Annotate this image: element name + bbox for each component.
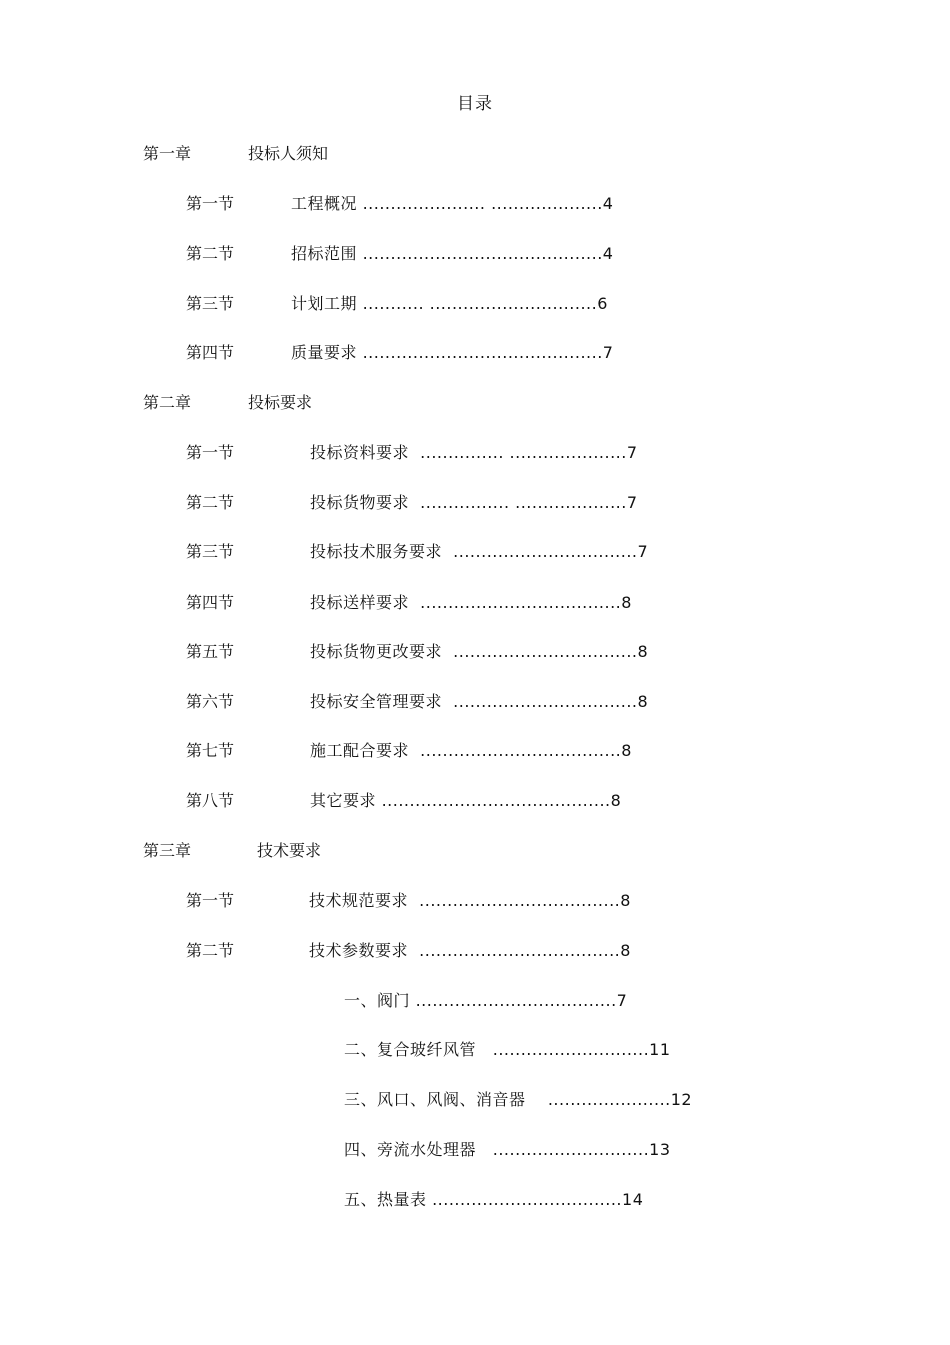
- item-entry: 四、旁流水处理器 ............................13: [344, 1140, 671, 1159]
- chapter-label: 第二章: [143, 393, 192, 412]
- toc-section-line[interactable]: [0, 492, 950, 514]
- item-entry: 一、阀门 ....................................7: [344, 991, 628, 1010]
- section-label: 第五节: [186, 642, 235, 661]
- toc-section-line[interactable]: [0, 890, 950, 912]
- toc-title: 目录: [457, 94, 493, 114]
- section-entry: 计划工期 ........... ..............................6: [291, 294, 608, 313]
- chapter-heading: [0, 840, 950, 862]
- toc-section-line[interactable]: [0, 193, 950, 215]
- section-entry: 技术参数要求 ....................................8: [309, 941, 631, 960]
- toc-item-line[interactable]: [0, 1189, 950, 1211]
- section-entry: 技术规范要求 ....................................8: [309, 891, 631, 910]
- section-label: 第二节: [186, 244, 235, 263]
- item-entry: 二、复合玻纤风管 ............................11: [344, 1040, 671, 1059]
- section-label: 第一节: [186, 443, 235, 462]
- section-entry: 质量要求 ...........................................7: [291, 343, 614, 362]
- chapter-name: 技术要求: [257, 841, 322, 860]
- section-label: 第四节: [186, 593, 235, 612]
- section-label: 第一节: [186, 891, 235, 910]
- section-label: 第八节: [186, 791, 235, 810]
- section-entry: 其它要求 .........................................8: [310, 791, 622, 810]
- section-entry: 投标送样要求 ....................................8: [310, 593, 632, 612]
- section-entry: 施工配合要求 ....................................8: [310, 741, 632, 760]
- toc-item-line[interactable]: [0, 1139, 950, 1161]
- section-label: 第六节: [186, 692, 235, 711]
- section-label: 第二节: [186, 493, 235, 512]
- section-entry: 投标资料要求 ............... .....................7: [310, 443, 638, 462]
- toc-section-line[interactable]: [0, 691, 950, 713]
- toc-item-line[interactable]: [0, 990, 950, 1012]
- toc-section-line[interactable]: [0, 790, 950, 812]
- chapter-heading: [0, 143, 950, 165]
- section-label: 第一节: [186, 194, 235, 213]
- item-entry: 五、热量表 ..................................14: [344, 1190, 644, 1209]
- section-entry: 招标范围 ...........................................4: [291, 244, 614, 263]
- chapter-name: 投标要求: [248, 393, 313, 412]
- toc-section-line[interactable]: [0, 541, 950, 563]
- section-entry: 投标安全管理要求 .................................8: [310, 692, 649, 711]
- section-label: 第七节: [186, 741, 235, 760]
- section-entry: 投标技术服务要求 .................................7: [310, 542, 649, 561]
- section-label: 第三节: [186, 294, 235, 313]
- toc-section-line[interactable]: [0, 940, 950, 962]
- section-label: 第四节: [186, 343, 235, 362]
- toc-section-line[interactable]: [0, 293, 950, 315]
- chapter-label: 第三章: [143, 841, 192, 860]
- section-entry: 投标货物要求 ................ ....................7: [310, 493, 638, 512]
- toc-item-line[interactable]: [0, 1039, 950, 1061]
- toc-section-line[interactable]: [0, 740, 950, 762]
- chapter-label: 第一章: [143, 144, 192, 163]
- section-entry: 工程概况 ...................... ....................4: [291, 194, 614, 213]
- section-entry: 投标货物更改要求 .................................8: [310, 642, 649, 661]
- item-entry: 三、风口、风阀、消音器 ......................12: [344, 1090, 693, 1109]
- toc-section-line[interactable]: [0, 592, 950, 614]
- chapter-name: 投标人须知: [248, 144, 329, 163]
- chapter-heading: [0, 392, 950, 414]
- toc-section-line[interactable]: [0, 342, 950, 364]
- toc-item-line[interactable]: [0, 1089, 950, 1111]
- toc-section-line[interactable]: [0, 442, 950, 464]
- section-label: 第二节: [186, 941, 235, 960]
- section-label: 第三节: [186, 542, 235, 561]
- toc-section-line[interactable]: [0, 243, 950, 265]
- toc-section-line[interactable]: [0, 641, 950, 663]
